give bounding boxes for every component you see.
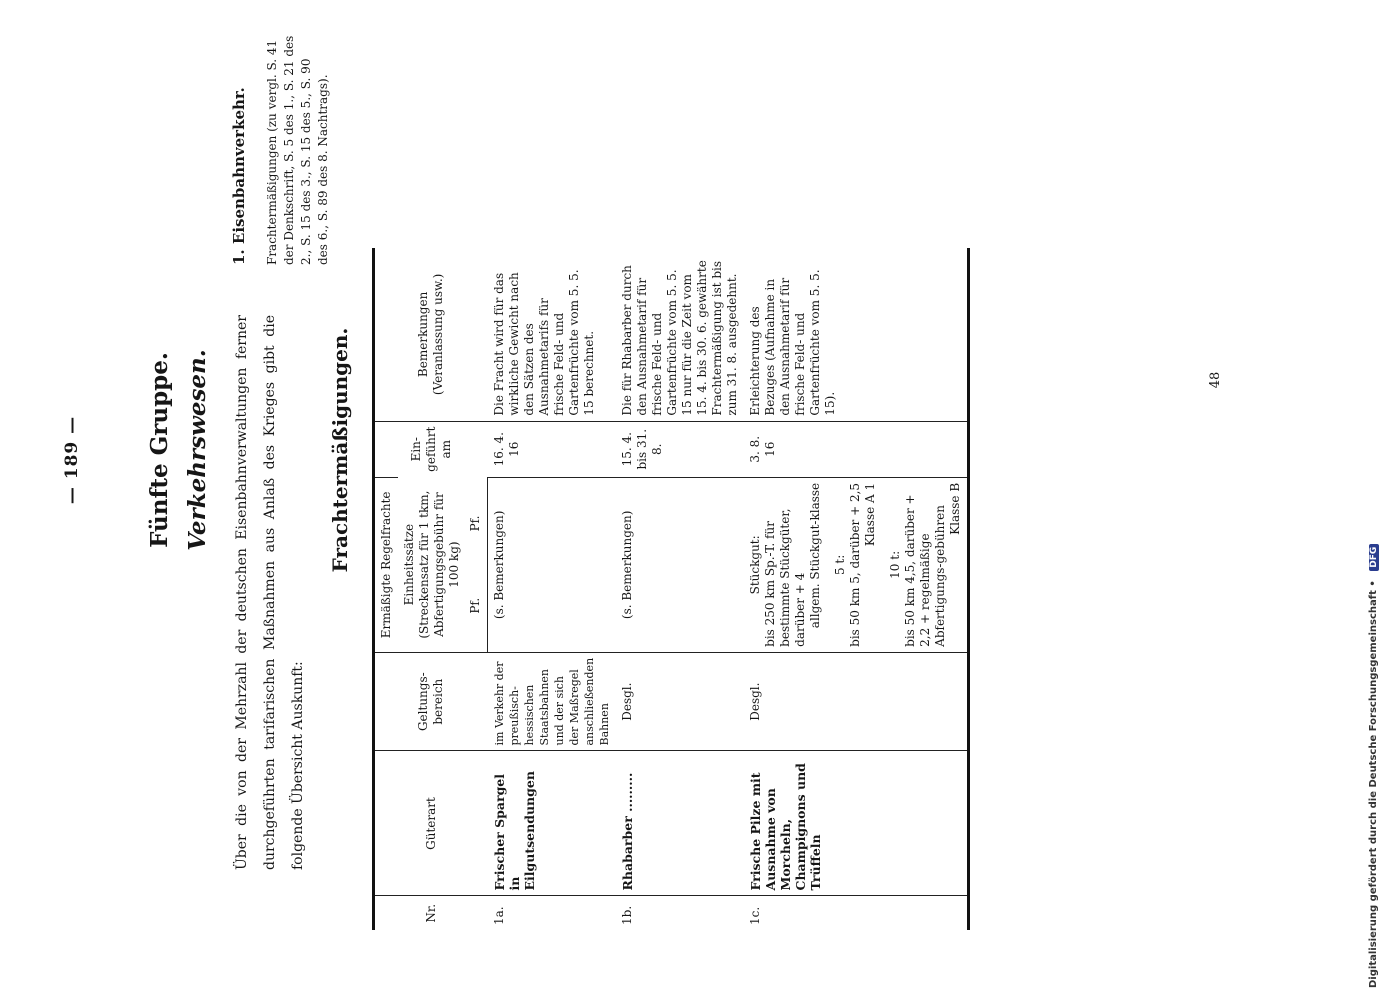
t5-block: [833, 483, 878, 647]
row-geltungsbereich: Desgl.: [744, 652, 969, 751]
margin-note-text: Digitalisierung gefördert durch die Deutsche Forschungsgemeinschaft •: [1368, 580, 1379, 988]
row-saetze: (s. Bemerkungen): [616, 477, 744, 652]
stueckgut-left: bis 250 km Sp.-T. für bestimmte Stückgüter, darüber + 4: [762, 508, 807, 647]
header-ermaessigte: Ermäßigte Regelfrachte: [374, 477, 399, 652]
header-gueterart: Güterart: [374, 751, 488, 896]
header-eingefuehrt: Ein-geführt am: [374, 421, 488, 477]
header-bemerkungen-label: Bemerkungen: [416, 291, 431, 378]
t5-right: Klasse A 1: [862, 482, 877, 547]
row-nr: 1c.: [744, 896, 969, 930]
header-einheitssaetze: Einheitssätze: [402, 523, 416, 606]
row-eingefuehrt: 16. 4. 16: [488, 421, 616, 477]
t10-right: Klasse B: [947, 482, 962, 535]
stueckgut-block: [748, 483, 823, 647]
row-geltungsbereich: Desgl.: [616, 652, 744, 751]
row-nr: 1a.: [488, 896, 616, 930]
header-pf-2: Pf.: [468, 515, 482, 532]
header-einheitssaetze-cell: [398, 477, 488, 652]
row-eingefuehrt: 15. 4. bis 31. 8.: [616, 421, 744, 477]
t10-head: 10 t:: [887, 550, 902, 579]
header-bemerkungen: [374, 248, 488, 421]
row-gueterart: Rhabarber .........: [616, 751, 744, 896]
intro-text: Über die von der Mehrzahl der deutschen Eisenbahnverwaltungen ferner durchgeführten tarifarischen Maßnahmen aus Anlaß des Krieges gibt die folgende Übersicht Auskunft:: [234, 315, 306, 870]
row-saetze: (s. Bemerkungen): [488, 477, 616, 652]
table-row: [744, 248, 969, 930]
section-note: Frachtermäßigungen (zu vergl. S. 41 der Denkschrift, S. 5 des 1., S. 21 des 2., S. 15 des 3., S. 15 des 5., S. 90 des 6., S. 89 des 8. Nachtrags).: [265, 35, 330, 265]
row-bemerkungen: Die Fracht wird für das wirkliche Gewicht nach den Sätzen des Ausnahmetarifs für frische Feld- und Gartenfrüchte vom 5. 5. 15 berechnet.: [491, 269, 596, 416]
t10-block: [888, 483, 963, 647]
row-saetze-cell: [744, 477, 969, 652]
header-nr: Nr.: [374, 896, 488, 930]
row-gueterart: Frischer Spargel in Eilgutsendungen: [488, 751, 616, 896]
dfg-logo-badge: DFG: [1369, 544, 1379, 571]
fracht-table: [372, 248, 970, 930]
stueckgut-right: allgem. Stückgut-klasse: [807, 482, 822, 629]
header-strecken: (Streckensatz für 1 tkm, Abfertigungsgebühr für 100 kg): [417, 490, 461, 639]
table-row: [616, 248, 744, 930]
group-title: Fünfte Gruppe.: [146, 352, 173, 548]
row-nr: 1b.: [616, 896, 744, 930]
section-heading: 1. Eisenbahnverkehr.: [230, 87, 248, 265]
table-row: [488, 248, 616, 930]
t10-left: bis 50 km 4,5, darüber + 2,2 + regelmäßige Abfertigungs-gebühren: [902, 494, 947, 647]
t5-left: bis 50 km 5, darüber + 2,5: [847, 482, 862, 647]
subtitle: Verkehrswesen.: [184, 349, 211, 551]
header-pf-row: [468, 482, 483, 647]
header-veranlassung: (Veranlassung usw.): [431, 273, 446, 396]
header-geltungsbereich: Geltungs-bereich: [374, 652, 488, 751]
header-pf-1: Pf.: [468, 597, 482, 614]
page-number: — 189 —: [62, 415, 82, 505]
row-geltungsbereich: im Verkehr der preußisch-hessischen Staatsbahnen und der sich der Maßregel anschließenden Bahnen: [488, 652, 616, 751]
footer-number: 48: [1208, 371, 1223, 389]
row-eingefuehrt: 3. 8. 16: [744, 421, 969, 477]
t5-head: 5 t:: [832, 554, 847, 576]
row-bemerkungen: Erleichterung des Bezuges (Aufnahme in den Ausnahmetarif für frische Feld- und Gartenfrüchte vom 5. 5. 15).: [744, 248, 969, 421]
table-title: Frachtermäßigungen.: [328, 327, 352, 573]
stueckgut-head: Stückgut:: [747, 535, 762, 595]
row-bemerkungen: Die für Rhabarber durch den Ausnahmetarif für frische Feld- und Gartenfrüchte vom 5. 5. 15 nur für die Zeit vom 15. 4. bis 30. 6. gewährte Frachtermäßigung ist bis zum 31. 8. ausgedehnt.: [619, 260, 739, 416]
dfg-margin-note: [1368, 8, 1379, 988]
row-gueterart: Frische Pilze mit Ausnahme von Morcheln, Champignons und Trüffeln: [744, 751, 969, 896]
